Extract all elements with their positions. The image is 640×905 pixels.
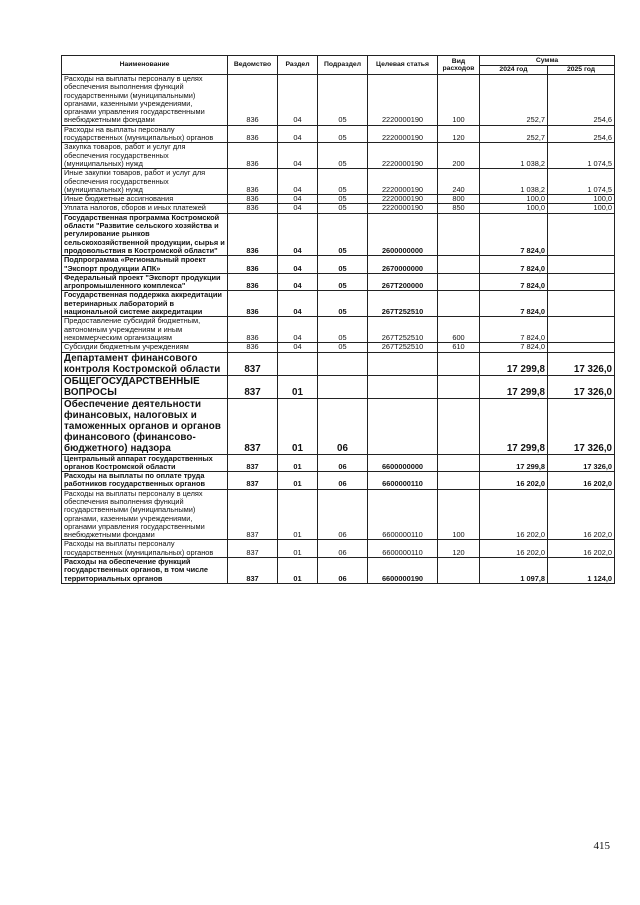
- row-sum-2025: [548, 291, 615, 317]
- row-target: 6600000110: [368, 489, 438, 540]
- row-name: Уплата налогов, сборов и иных платежей: [62, 204, 228, 213]
- row-dept: 837: [228, 540, 278, 558]
- row-sum-2024: 7 824,0: [480, 291, 548, 317]
- row-subsection: 05: [318, 75, 368, 126]
- table-row: [62, 352, 615, 375]
- table-header: [62, 56, 615, 75]
- row-target: 6600000110: [368, 540, 438, 558]
- row-subsection: 05: [318, 213, 368, 255]
- row-kind: [438, 291, 480, 317]
- row-sum-2025: 1 074,5: [548, 169, 615, 195]
- row-dept: 836: [228, 169, 278, 195]
- row-target: 6600000000: [368, 454, 438, 472]
- row-target: 267T252510: [368, 343, 438, 352]
- row-dept: 837: [228, 558, 278, 584]
- row-subsection: 05: [318, 169, 368, 195]
- row-subsection: 05: [318, 273, 368, 291]
- row-section: 04: [278, 317, 318, 343]
- header-sum: Сумма: [480, 56, 615, 66]
- row-target: 2670000000: [368, 256, 438, 274]
- table-row: [62, 489, 615, 540]
- row-target: 267T200000: [368, 273, 438, 291]
- row-target: 267T252510: [368, 317, 438, 343]
- row-kind: [438, 558, 480, 584]
- row-subsection: 05: [318, 125, 368, 143]
- row-name: Расходы на обеспечение функций государственных органов, в том числе территориальных органов: [62, 558, 228, 584]
- row-target: 6600000190: [368, 558, 438, 584]
- row-subsection: [318, 375, 368, 398]
- table-row: [62, 143, 615, 169]
- budget-table: [61, 55, 615, 584]
- row-sum-2024: 100,0: [480, 204, 548, 213]
- row-name: Иные закупки товаров, работ и услуг для обеспечения государственных (муниципальных) нужд: [62, 169, 228, 195]
- row-target: 2220000190: [368, 204, 438, 213]
- row-subsection: 06: [318, 454, 368, 472]
- row-section: 01: [278, 454, 318, 472]
- row-section: 04: [278, 204, 318, 213]
- table-row: [62, 291, 615, 317]
- row-dept: 836: [228, 256, 278, 274]
- row-dept: 837: [228, 398, 278, 454]
- row-sum-2025: [548, 343, 615, 352]
- row-sum-2025: [548, 213, 615, 255]
- row-dept: 837: [228, 454, 278, 472]
- table-row: [62, 343, 615, 352]
- table-row: [62, 256, 615, 274]
- row-kind: 240: [438, 169, 480, 195]
- row-target: 2220000190: [368, 195, 438, 204]
- row-kind: [438, 375, 480, 398]
- table-row: [62, 273, 615, 291]
- row-sum-2024: 7 824,0: [480, 213, 548, 255]
- row-name: Расходы на выплаты персоналу в целях обеспечения выполнения функций государственными (муниципальными) органами, казенными учреждениями, органами управления государственными внебюджетными фондами: [62, 489, 228, 540]
- row-section: 04: [278, 343, 318, 352]
- row-subsection: 05: [318, 256, 368, 274]
- table-row: [62, 213, 615, 255]
- table-row: [62, 558, 615, 584]
- row-name: ОБЩЕГОСУДАРСТВЕННЫЕ ВОПРОСЫ: [62, 375, 228, 398]
- row-kind: [438, 454, 480, 472]
- table-row: [62, 317, 615, 343]
- row-name: Расходы на выплаты персоналу государственных (муниципальных) органов: [62, 540, 228, 558]
- row-name: Расходы на выплаты персоналу в целях обеспечения выполнения функций государственными (муниципальными) органами, казенными учреждениями, органами управления государственными внебюджетными фондами: [62, 75, 228, 126]
- row-dept: 837: [228, 352, 278, 375]
- table-row: [62, 472, 615, 490]
- header-name: Наименование: [62, 56, 228, 75]
- header-target: Целевая статья: [368, 56, 438, 75]
- row-name: Государственная поддержка аккредитации ветеринарных лабораторий в национальной системе аккредитации: [62, 291, 228, 317]
- row-kind: [438, 398, 480, 454]
- row-sum-2024: 7 824,0: [480, 273, 548, 291]
- row-sum-2024: 7 824,0: [480, 256, 548, 274]
- row-section: [278, 352, 318, 375]
- row-sum-2024: 17 299,8: [480, 352, 548, 375]
- row-sum-2025: 16 202,0: [548, 489, 615, 540]
- row-subsection: 05: [318, 143, 368, 169]
- row-dept: 836: [228, 213, 278, 255]
- row-target: 2600000000: [368, 213, 438, 255]
- row-name: Предоставление субсидий бюджетным, автономным учреждениям и иным некоммерческим организациям: [62, 317, 228, 343]
- row-target: [368, 352, 438, 375]
- row-section: 04: [278, 75, 318, 126]
- row-name: Иные бюджетные ассигнования: [62, 195, 228, 204]
- row-name: Расходы на выплаты персоналу государственных (муниципальных) органов: [62, 125, 228, 143]
- page-number: 415: [593, 840, 610, 852]
- row-sum-2024: 252,7: [480, 125, 548, 143]
- row-dept: 836: [228, 273, 278, 291]
- header-subsection: Подраздел: [318, 56, 368, 75]
- row-kind: 850: [438, 204, 480, 213]
- row-dept: 836: [228, 343, 278, 352]
- row-dept: 836: [228, 125, 278, 143]
- row-subsection: 05: [318, 343, 368, 352]
- table-row: [62, 375, 615, 398]
- row-target: 267T252510: [368, 291, 438, 317]
- row-sum-2025: 254,6: [548, 125, 615, 143]
- header-year-2024: 2024 год: [480, 66, 548, 75]
- row-section: 04: [278, 256, 318, 274]
- row-sum-2024: 17 299,8: [480, 454, 548, 472]
- row-name: Департамент финансового контроля Костромской области: [62, 352, 228, 375]
- row-target: 6600000110: [368, 472, 438, 490]
- row-subsection: 05: [318, 291, 368, 317]
- row-section: 04: [278, 273, 318, 291]
- row-section: 01: [278, 558, 318, 584]
- row-sum-2025: 1 074,5: [548, 143, 615, 169]
- row-sum-2024: 1 038,2: [480, 143, 548, 169]
- row-target: [368, 398, 438, 454]
- row-section: 01: [278, 375, 318, 398]
- row-kind: 100: [438, 75, 480, 126]
- row-sum-2024: 1 097,8: [480, 558, 548, 584]
- row-kind: [438, 472, 480, 490]
- row-kind: [438, 273, 480, 291]
- row-target: 2220000190: [368, 125, 438, 143]
- table-row: [62, 169, 615, 195]
- table-body: [62, 75, 615, 584]
- row-section: 01: [278, 398, 318, 454]
- row-sum-2025: 17 326,0: [548, 352, 615, 375]
- table-row: [62, 540, 615, 558]
- row-sum-2024: 16 202,0: [480, 472, 548, 490]
- row-subsection: 06: [318, 472, 368, 490]
- row-sum-2024: 17 299,8: [480, 375, 548, 398]
- row-kind: 200: [438, 143, 480, 169]
- row-target: 2220000190: [368, 75, 438, 126]
- row-name: Закупка товаров, работ и услуг для обеспечения государственных (муниципальных) нужд: [62, 143, 228, 169]
- row-dept: 836: [228, 75, 278, 126]
- row-target: 2220000190: [368, 169, 438, 195]
- row-name: Центральный аппарат государственных органов Костромской области: [62, 454, 228, 472]
- row-subsection: 06: [318, 540, 368, 558]
- row-sum-2024: 7 824,0: [480, 317, 548, 343]
- row-sum-2025: 16 202,0: [548, 472, 615, 490]
- row-sum-2025: 100,0: [548, 195, 615, 204]
- table-row: [62, 204, 615, 213]
- row-name: Государственная программа Костромской области "Развитие сельского хозяйства и регулирование рынков сельскохозяйственной продукции, сырья и продовольствия в Костромской области": [62, 213, 228, 255]
- header-section: Раздел: [278, 56, 318, 75]
- row-sum-2024: 16 202,0: [480, 489, 548, 540]
- row-dept: 837: [228, 489, 278, 540]
- row-dept: 836: [228, 143, 278, 169]
- row-sum-2025: 1 124,0: [548, 558, 615, 584]
- row-name: Обеспечение деятельности финансовых, налоговых и таможенных органов и органов финансового (финансово-бюджетного) надзора: [62, 398, 228, 454]
- row-section: 04: [278, 213, 318, 255]
- row-kind: 610: [438, 343, 480, 352]
- row-subsection: 05: [318, 317, 368, 343]
- table-row: [62, 454, 615, 472]
- row-target: [368, 375, 438, 398]
- row-kind: 600: [438, 317, 480, 343]
- row-subsection: 05: [318, 204, 368, 213]
- row-section: 01: [278, 540, 318, 558]
- row-kind: 120: [438, 540, 480, 558]
- table-row: [62, 398, 615, 454]
- row-sum-2025: [548, 273, 615, 291]
- row-dept: 836: [228, 317, 278, 343]
- row-kind: 800: [438, 195, 480, 204]
- row-dept: 836: [228, 195, 278, 204]
- row-sum-2025: [548, 317, 615, 343]
- row-dept: 837: [228, 375, 278, 398]
- row-section: 04: [278, 291, 318, 317]
- row-section: 01: [278, 472, 318, 490]
- row-sum-2024: 100,0: [480, 195, 548, 204]
- row-name: Федеральный проект "Экспорт продукции агропромышленного комплекса": [62, 273, 228, 291]
- row-subsection: 05: [318, 195, 368, 204]
- row-sum-2025: [548, 256, 615, 274]
- row-subsection: [318, 352, 368, 375]
- row-subsection: 06: [318, 558, 368, 584]
- row-kind: [438, 256, 480, 274]
- row-section: 01: [278, 489, 318, 540]
- row-section: 04: [278, 125, 318, 143]
- table-row: [62, 75, 615, 126]
- row-sum-2025: 254,6: [548, 75, 615, 126]
- row-dept: 836: [228, 291, 278, 317]
- row-name: Подпрограмма «Региональный проект "Экспорт продукции АПК»: [62, 256, 228, 274]
- row-section: 04: [278, 195, 318, 204]
- row-kind: [438, 213, 480, 255]
- row-sum-2025: 17 326,0: [548, 454, 615, 472]
- row-sum-2025: 16 202,0: [548, 540, 615, 558]
- header-kind: Вид расходов: [438, 56, 480, 75]
- row-sum-2024: 7 824,0: [480, 343, 548, 352]
- row-name: Расходы на выплаты по оплате труда работников государственных органов: [62, 472, 228, 490]
- row-dept: 836: [228, 204, 278, 213]
- table-row: [62, 125, 615, 143]
- header-dept: Ведомство: [228, 56, 278, 75]
- row-sum-2024: 16 202,0: [480, 540, 548, 558]
- table-row: [62, 195, 615, 204]
- row-subsection: 06: [318, 398, 368, 454]
- row-subsection: 06: [318, 489, 368, 540]
- row-section: 04: [278, 143, 318, 169]
- row-target: 2220000190: [368, 143, 438, 169]
- row-section: 04: [278, 169, 318, 195]
- row-sum-2025: 17 326,0: [548, 375, 615, 398]
- row-kind: [438, 352, 480, 375]
- row-sum-2024: 1 038,2: [480, 169, 548, 195]
- row-kind: 120: [438, 125, 480, 143]
- row-dept: 837: [228, 472, 278, 490]
- row-kind: 100: [438, 489, 480, 540]
- row-sum-2024: 252,7: [480, 75, 548, 126]
- header-year-2025: 2025 год: [548, 66, 615, 75]
- row-sum-2024: 17 299,8: [480, 398, 548, 454]
- row-sum-2025: 100,0: [548, 204, 615, 213]
- row-sum-2025: 17 326,0: [548, 398, 615, 454]
- row-name: Субсидии бюджетным учреждениям: [62, 343, 228, 352]
